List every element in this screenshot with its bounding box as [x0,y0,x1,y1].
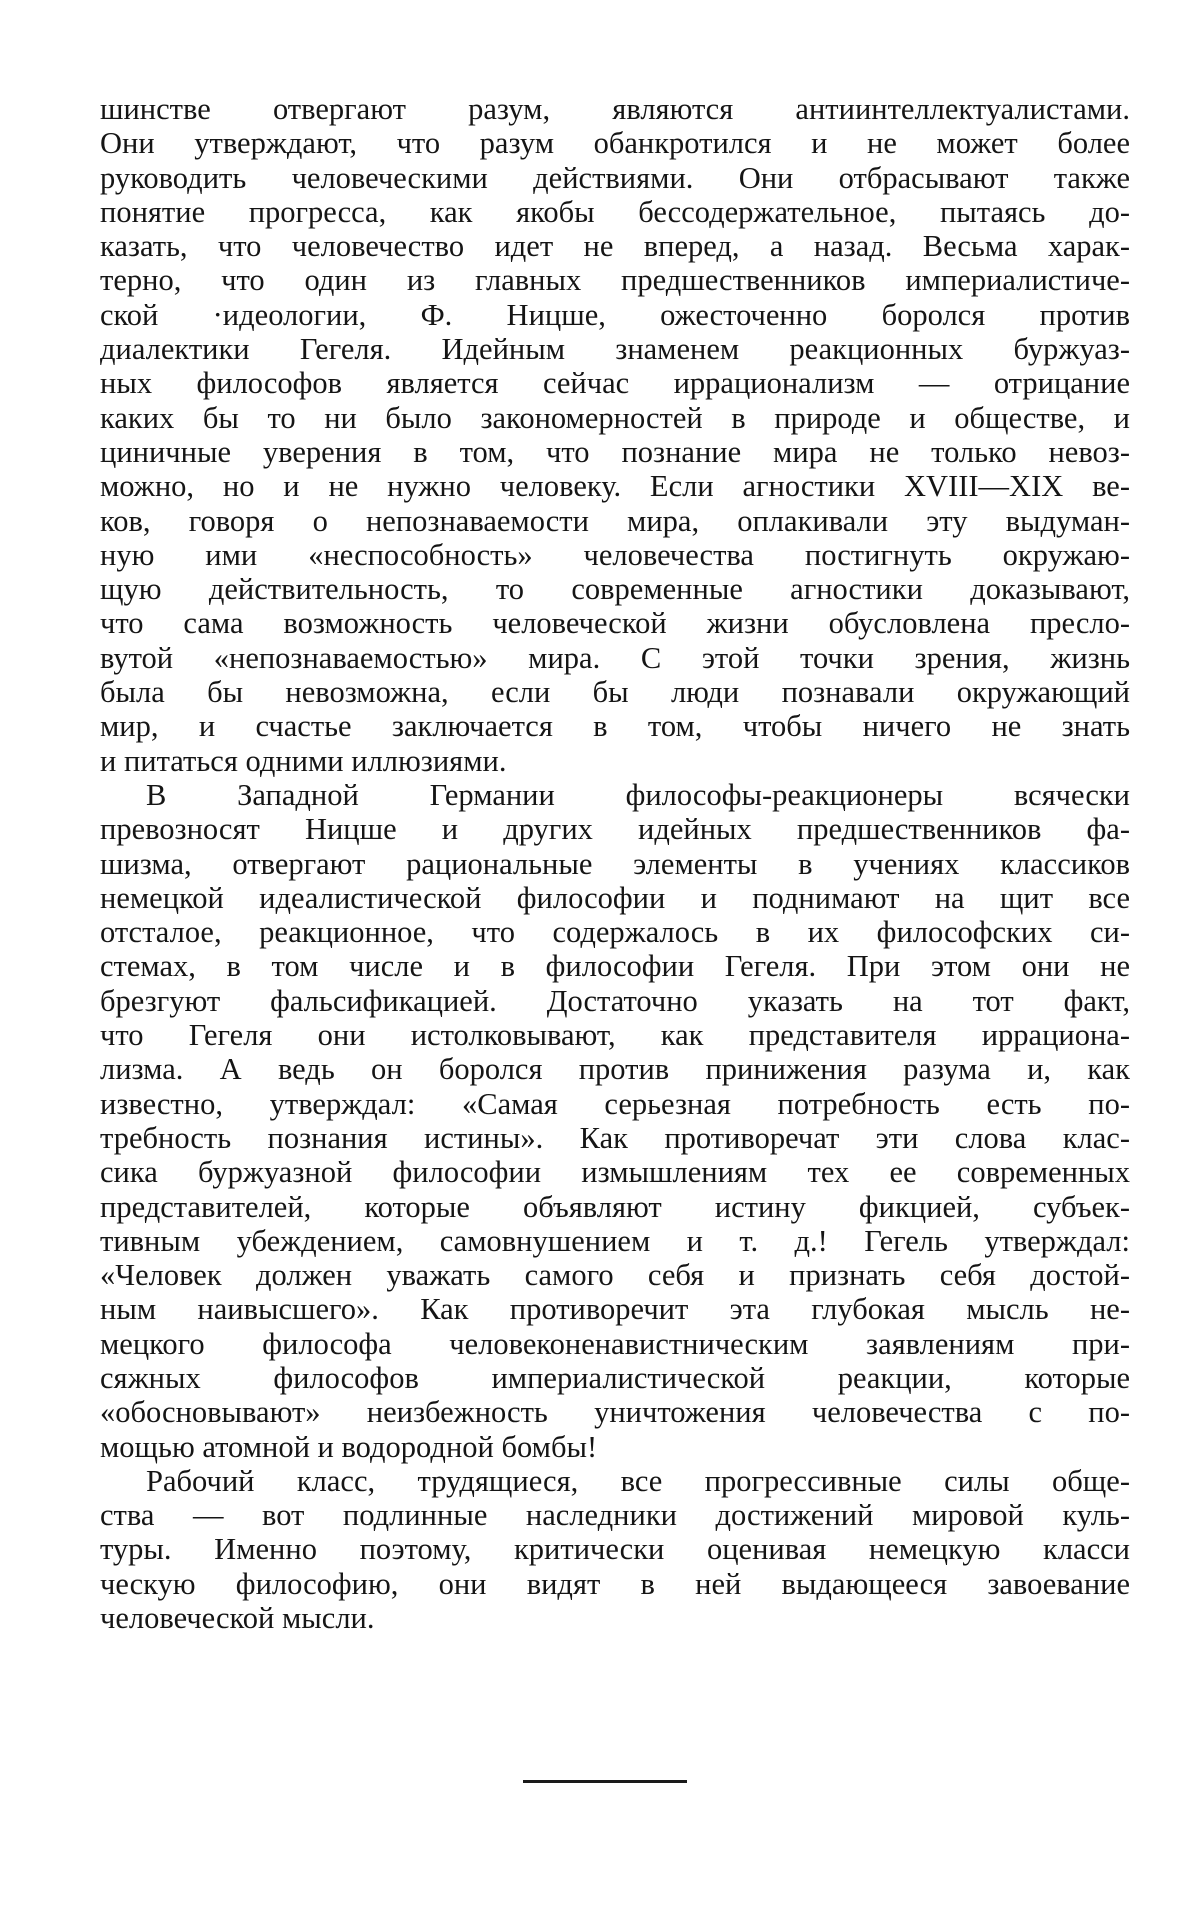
text-line: представителей, которые объявляют истину фикцией, субъек- [100,1189,1130,1224]
text-line: ную ими «неспособность» человечества постигнуть окружаю- [100,537,1130,572]
text-line: Они утверждают, что разум обанкротился и не может более [100,126,1130,161]
text-line: брезгуют фальсификацией. Достаточно указать на тот факт, [100,983,1130,1018]
text-line: шизма, отвергают рациональные элементы в учениях классиков [100,846,1130,881]
text-line: туры. Именно поэтому, критически оценивая немецкую класси [100,1532,1130,1567]
text-line: циничные уверения в том, что познание мира не только невоз- [100,434,1130,469]
text-line: «Человек должен уважать самого себя и признать себя достой- [100,1258,1130,1293]
text-line: В Западной Германии философы-реакционеры всячески [146,777,1130,812]
text-line: терно, что один из главных предшественников империалистиче- [100,263,1130,298]
text-line: «обосновывают» неизбежность уничтожения человечества с по- [100,1395,1130,1430]
text-line: каких бы то ни было закономерностей в природе и обществе, и [100,400,1130,435]
text-line: ческую философию, они видят в ней выдающееся завоевание [100,1566,1130,1601]
text-line: что Гегеля они истолковывают, как представителя иррациона- [100,1018,1130,1053]
text-line: сика буржуазной философии измышлениям тех ее современных [100,1155,1130,1190]
text-line: сяжных философов империалистической реакции, которые [100,1360,1130,1395]
text-line: требность познания истины». Как противоречат эти слова клас- [100,1120,1130,1155]
text-line: ков, говоря о непознаваемости мира, оплакивали эту выдуман- [100,503,1130,538]
text-line: казать, что человечество идет не вперед, а назад. Весьма харак- [100,229,1130,264]
text-line: человеческой мысли. [100,1601,375,1636]
page-body [100,92,1130,1635]
text-line: была бы невозможна, если бы люди познавали окружающий [100,675,1130,710]
text-line: ным наивысшего». Как противоречит эта глубокая мысль не- [100,1292,1130,1327]
text-line: ных философов является сейчас иррационализм — отрицание [100,366,1130,401]
text-line: мощью атомной и водородной бомбы! [100,1429,598,1464]
text-line: что сама возможность человеческой жизни обусловлена пресло- [100,606,1130,641]
text-line: руководить человеческими действиями. Они отбрасывают также [100,160,1130,195]
text-line: отсталое, реакционное, что содержалось в их философских си- [100,915,1130,950]
text-line: стемах, в том числе и в философии Гегеля. При этом они не [100,949,1130,984]
text-line: диалектики Гегеля. Идейным знаменем реакционных буржуаз- [100,332,1130,367]
text-line: щую действительность, то современные агностики доказывают, [100,572,1130,607]
text-line: Рабочий класс, трудящиеся, все прогрессивные силы обще- [146,1463,1130,1498]
text-line: можно, но и не нужно человеку. Если агностики XVIII—XIX ве- [100,469,1130,504]
paragraph-3 [100,1464,1130,1635]
end-rule-divider [523,1780,687,1783]
text-line: известно, утверждал: «Самая серьезная потребность есть по- [100,1086,1130,1121]
text-line: вутой «непознаваемостью» мира. С этой точки зрения, жизнь [100,640,1130,675]
paragraph-1 [100,92,1130,778]
paragraph-2 [100,778,1130,1464]
text-line: превозносят Ницше и других идейных предшественников фа- [100,812,1130,847]
text-line: и питаться одними иллюзиями. [100,743,507,778]
text-line: тивным убеждением, самовнушением и т. д.! Гегель утверждал: [100,1223,1130,1258]
text-line: лизма. А ведь он боролся против принижения разума и, как [100,1052,1130,1087]
text-line: ства — вот подлинные наследники достижений мировой куль- [100,1498,1130,1533]
text-line: ской ·идеологии, Ф. Ницше, ожесточенно боролся против [100,297,1130,332]
text-line: шинстве отвергают разум, являются антиинтеллектуалистами. [100,92,1130,126]
text-line: мир, и счастье заключается в том, чтобы ничего не знать [100,709,1130,744]
text-line: немецкой идеалистической философии и поднимают на щит все [100,880,1130,915]
text-line: мецкого философа человеконенавистническим заявлениям при- [100,1326,1130,1361]
text-line: понятие прогресса, как якобы бессодержательное, пытаясь до- [100,194,1130,229]
